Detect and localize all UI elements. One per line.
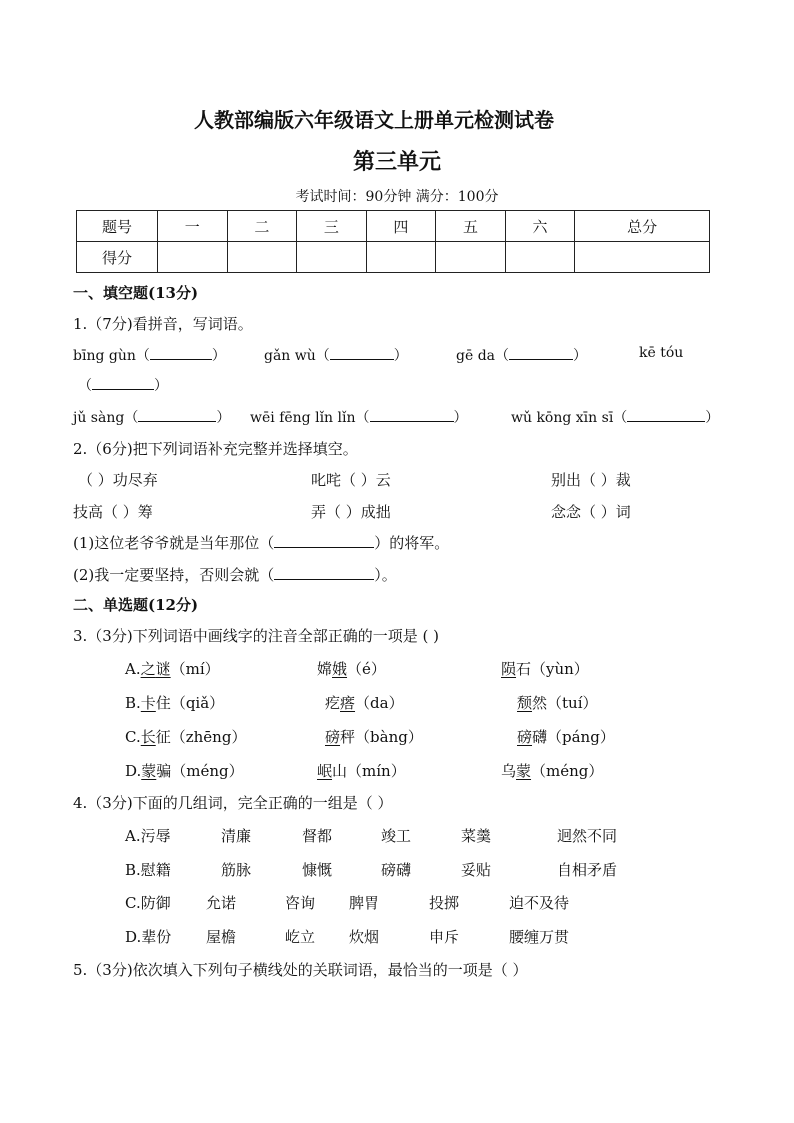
pinyin-item: bīng gùn（ ） bbox=[73, 345, 226, 365]
table-cell: 题号 bbox=[77, 211, 158, 242]
word: 咨询 bbox=[285, 894, 316, 912]
table-cell: 三 bbox=[297, 211, 367, 242]
word: 自相矛盾 bbox=[557, 861, 618, 879]
answer-blank[interactable] bbox=[509, 345, 573, 360]
score-table-header-row bbox=[77, 211, 710, 242]
score-cell[interactable] bbox=[227, 242, 297, 273]
fill-sentence: (1)这位老爷爷就是当年那位（ ）的将军。 bbox=[73, 534, 450, 552]
idiom-item[interactable]: 弄（ ）成拙 bbox=[311, 503, 391, 521]
answer-blank[interactable] bbox=[330, 345, 394, 360]
word: 脾胃 bbox=[349, 894, 380, 912]
score-cell[interactable] bbox=[505, 242, 575, 273]
word: 竣工 bbox=[381, 827, 412, 845]
table-cell: 总分 bbox=[575, 211, 710, 242]
answer-blank[interactable] bbox=[92, 375, 154, 390]
word: 迥然不同 bbox=[557, 827, 618, 845]
score-cell[interactable] bbox=[436, 242, 506, 273]
q2-stem: 2.（6分)把下列词语补充完整并选择填空。 bbox=[73, 440, 358, 458]
option-a-word: 陨石（yùn） bbox=[501, 660, 589, 678]
pinyin-item: kē tóu bbox=[639, 345, 684, 361]
exam-title: 人教部编版六年级语文上册单元检测试卷 bbox=[194, 108, 554, 132]
table-cell: 六 bbox=[505, 211, 575, 242]
word: 申斥 bbox=[429, 928, 460, 946]
word: 慷慨 bbox=[302, 861, 333, 879]
idiom-item[interactable]: （ ）功尽弃 bbox=[78, 471, 158, 489]
section1-title: 一、填空题(13分) bbox=[73, 284, 199, 302]
score-table bbox=[76, 210, 710, 273]
table-cell: 五 bbox=[436, 211, 506, 242]
idiom-item[interactable]: 技高（ ）筹 bbox=[73, 503, 153, 521]
pinyin-item: gē da（ ） bbox=[456, 345, 587, 365]
answer-blank[interactable] bbox=[274, 533, 374, 548]
word: 炊烟 bbox=[349, 928, 380, 946]
word: 磅礴 bbox=[381, 861, 412, 879]
option-d[interactable]: D.蒙骗（méng） bbox=[125, 762, 244, 780]
option-d-word: 岷山（mín） bbox=[317, 762, 406, 780]
word: 允诺 bbox=[206, 894, 237, 912]
score-cell[interactable] bbox=[575, 242, 710, 273]
pinyin-item: wēi fēng lǐn lǐn（ ） bbox=[250, 407, 468, 427]
word: 屋檐 bbox=[206, 928, 237, 946]
table-cell: 一 bbox=[158, 211, 228, 242]
q1-stem: 1.（7分)看拼音，写词语。 bbox=[73, 315, 253, 333]
unit-title: 第三单元 bbox=[352, 149, 441, 175]
answer-blank[interactable] bbox=[138, 407, 216, 422]
idiom-item[interactable]: 别出（ ）裁 bbox=[551, 471, 631, 489]
option-d-word: 乌蒙（méng） bbox=[501, 762, 604, 780]
q5-stem: 5.（3分)依次填入下列句子横线处的关联词语，最恰当的一项是（ ） bbox=[73, 961, 528, 979]
q3-stem: 3.（3分)下列词语中画线字的注音全部正确的一项是 ( ) bbox=[73, 627, 439, 645]
option-b[interactable]: B.慰籍 bbox=[125, 861, 171, 879]
fill-sentence: (2)我一定要坚持，否则会就（ ）。 bbox=[73, 566, 397, 584]
option-d[interactable]: D.辈份 bbox=[125, 928, 172, 946]
score-cell[interactable] bbox=[297, 242, 367, 273]
word: 督都 bbox=[302, 827, 333, 845]
word: 腰缠万贯 bbox=[509, 928, 570, 946]
score-cell[interactable] bbox=[366, 242, 436, 273]
option-c[interactable]: C.长征（zhēng） bbox=[125, 728, 247, 746]
option-b[interactable]: B.卡住（qiǎ） bbox=[125, 694, 225, 712]
pinyin-item: jǔ sàng（ ） bbox=[73, 407, 230, 427]
q4-stem: 4.（3分)下面的几组词，完全正确的一组是（ ） bbox=[73, 794, 393, 812]
option-c[interactable]: C.防御 bbox=[125, 894, 171, 912]
word: 投掷 bbox=[429, 894, 460, 912]
pinyin-item: wǔ kōng xīn sī（ ） bbox=[511, 407, 719, 427]
option-b-word: 颓然（tuí） bbox=[517, 694, 598, 712]
exam-info: 考试时间：90分钟 满分：100分 bbox=[295, 189, 499, 205]
option-b-word: 疙瘩（da） bbox=[325, 694, 404, 712]
option-a[interactable]: A.污辱 bbox=[125, 827, 171, 845]
idiom-item[interactable]: 念念（ ）词 bbox=[551, 503, 631, 521]
score-cell[interactable] bbox=[158, 242, 228, 273]
word: 迫不及待 bbox=[509, 894, 570, 912]
pinyin-item: gǎn wù（ ） bbox=[264, 345, 408, 365]
option-c-word: 磅礴（páng） bbox=[517, 728, 615, 746]
table-cell: 四 bbox=[366, 211, 436, 242]
word: 菜羹 bbox=[461, 827, 492, 845]
idiom-item[interactable]: 叱咤（ ）云 bbox=[311, 471, 391, 489]
word: 清廉 bbox=[221, 827, 252, 845]
pinyin-item: （ ） bbox=[78, 375, 168, 395]
option-a[interactable]: A.之谜（mí） bbox=[125, 660, 220, 678]
word: 屹立 bbox=[285, 928, 316, 946]
table-cell: 二 bbox=[227, 211, 297, 242]
section2-title: 二、单选题(12分) bbox=[73, 596, 199, 614]
answer-blank[interactable] bbox=[370, 407, 454, 422]
answer-blank[interactable] bbox=[627, 407, 705, 422]
option-a-word: 嫦娥（é） bbox=[317, 660, 386, 678]
answer-blank[interactable] bbox=[150, 345, 212, 360]
answer-blank[interactable] bbox=[274, 565, 374, 580]
word: 筋脉 bbox=[221, 861, 252, 879]
option-c-word: 磅秤（bàng） bbox=[325, 728, 423, 746]
score-table-score-row bbox=[77, 242, 710, 273]
table-cell: 得分 bbox=[77, 242, 158, 273]
word: 妥贴 bbox=[461, 861, 492, 879]
